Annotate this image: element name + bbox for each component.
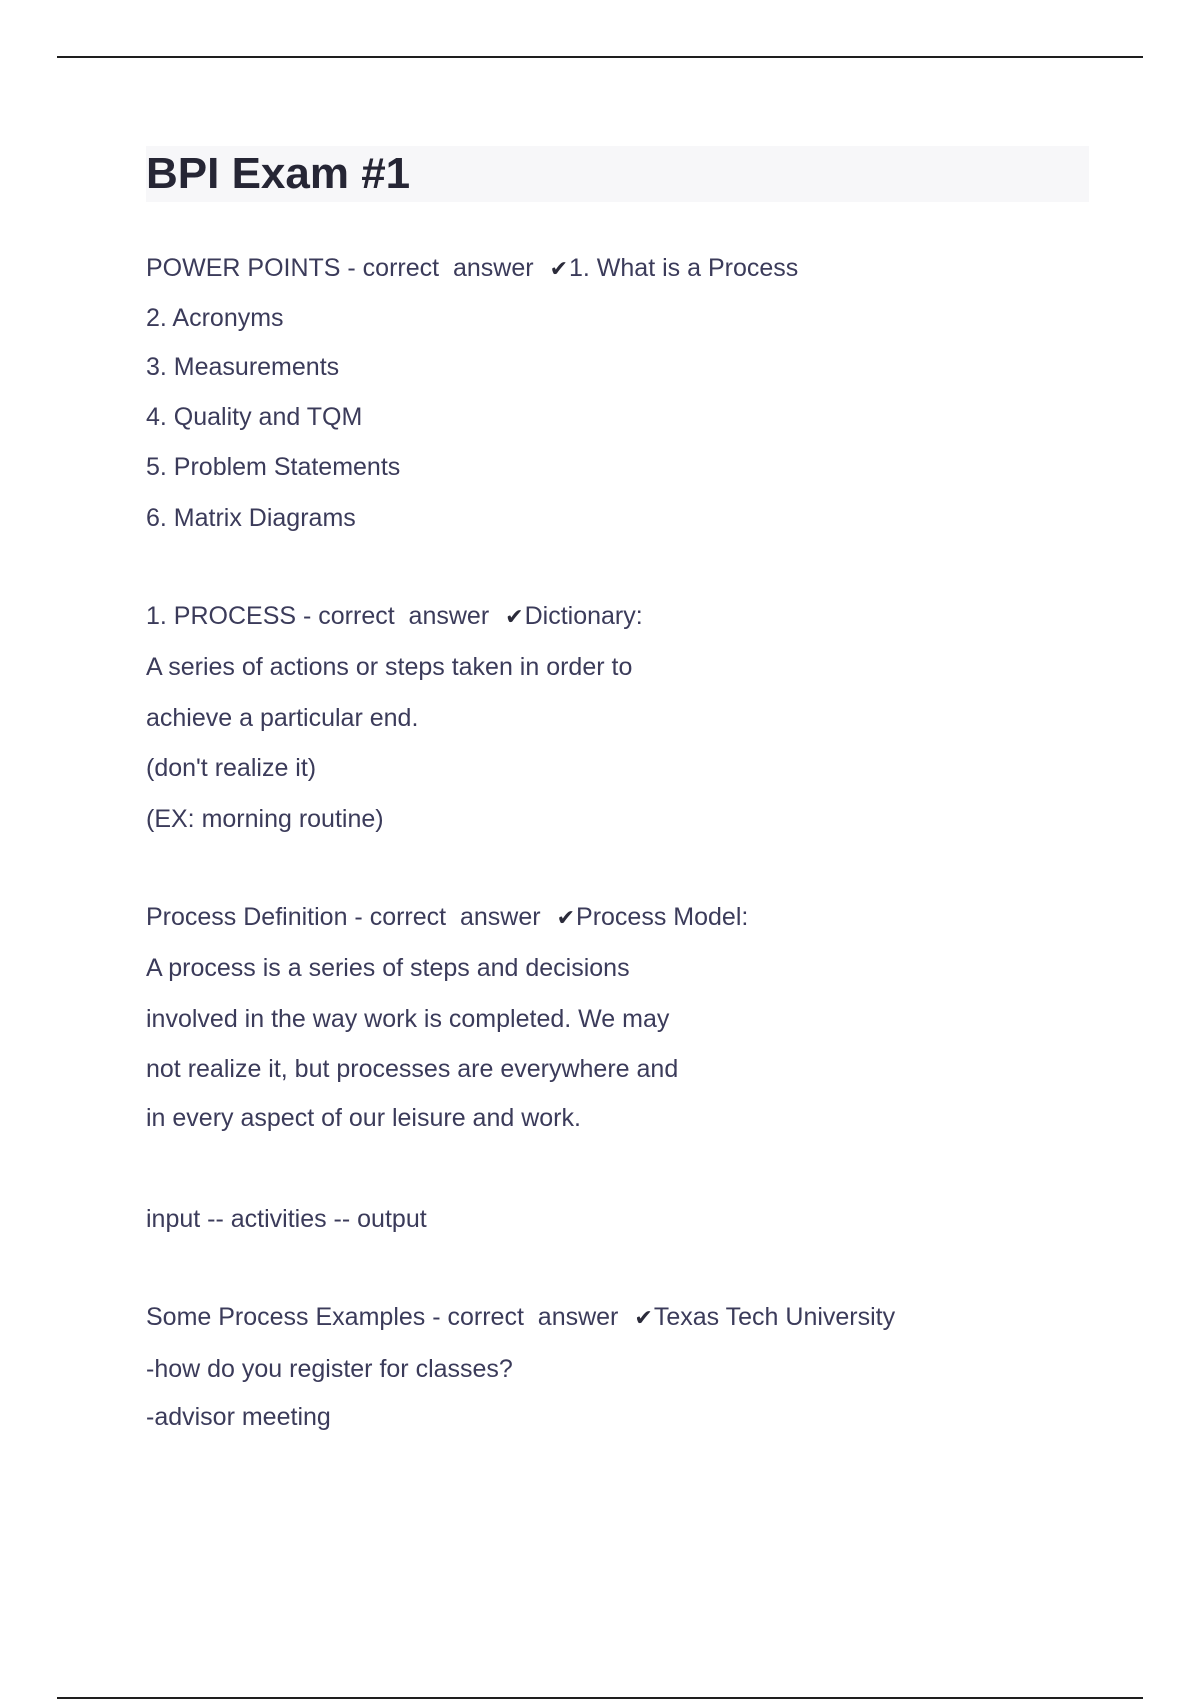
entry-line: -advisor meeting: [146, 1403, 331, 1431]
entry-answer: 1. What is a Process: [569, 254, 799, 282]
checkmark-icon: ✔: [556, 906, 576, 931]
entry-term: Process Definition - correct answer: [146, 903, 541, 931]
entry-line: 3. Measurements: [146, 353, 340, 381]
bottom-rule: [57, 1697, 1143, 1699]
entry-line: (don't realize it): [146, 754, 317, 782]
entry-line: in every aspect of our leisure and work.: [146, 1104, 581, 1132]
entry-line: involved in the way work is completed. We may: [146, 1005, 670, 1033]
entry-answer: Dictionary:: [524, 602, 643, 630]
entry-term-line: [146, 902, 748, 934]
entry-line: 5. Problem Statements: [146, 453, 401, 481]
top-rule: [57, 56, 1143, 58]
entry-term: Some Process Examples - correct answer: [146, 1303, 619, 1331]
entry-term: POWER POINTS - correct answer: [146, 254, 534, 282]
entry-line: 4. Quality and TQM: [146, 403, 363, 431]
checkmark-icon: ✔: [505, 605, 524, 630]
entry-line: (EX: morning routine): [146, 805, 384, 833]
entry-answer: Texas Tech University: [653, 1303, 896, 1331]
entry-line: 6. Matrix Diagrams: [146, 504, 356, 532]
entry-answer: Process Model:: [576, 903, 749, 931]
entry-term-line: [146, 1302, 895, 1334]
entry-line: achieve a particular end.: [146, 704, 419, 732]
entry-line: A series of actions or steps taken in order to: [146, 653, 633, 681]
document-title: BPI Exam #1: [146, 149, 411, 198]
checkmark-icon: ✔: [634, 1306, 653, 1331]
checkmark-icon: ✔: [549, 257, 568, 282]
entry-line: not realize it, but processes are everywhere and: [146, 1055, 679, 1083]
entry-line: input -- activities -- output: [146, 1205, 427, 1233]
entry-line: A process is a series of steps and decisions: [146, 954, 630, 982]
entry-term-line: [146, 253, 798, 285]
entry-line: 2. Acronyms: [146, 304, 284, 332]
entry-line: -how do you register for classes?: [146, 1355, 513, 1383]
entry-term: 1. PROCESS - correct answer: [146, 602, 490, 630]
entry-term-line: [146, 601, 643, 633]
